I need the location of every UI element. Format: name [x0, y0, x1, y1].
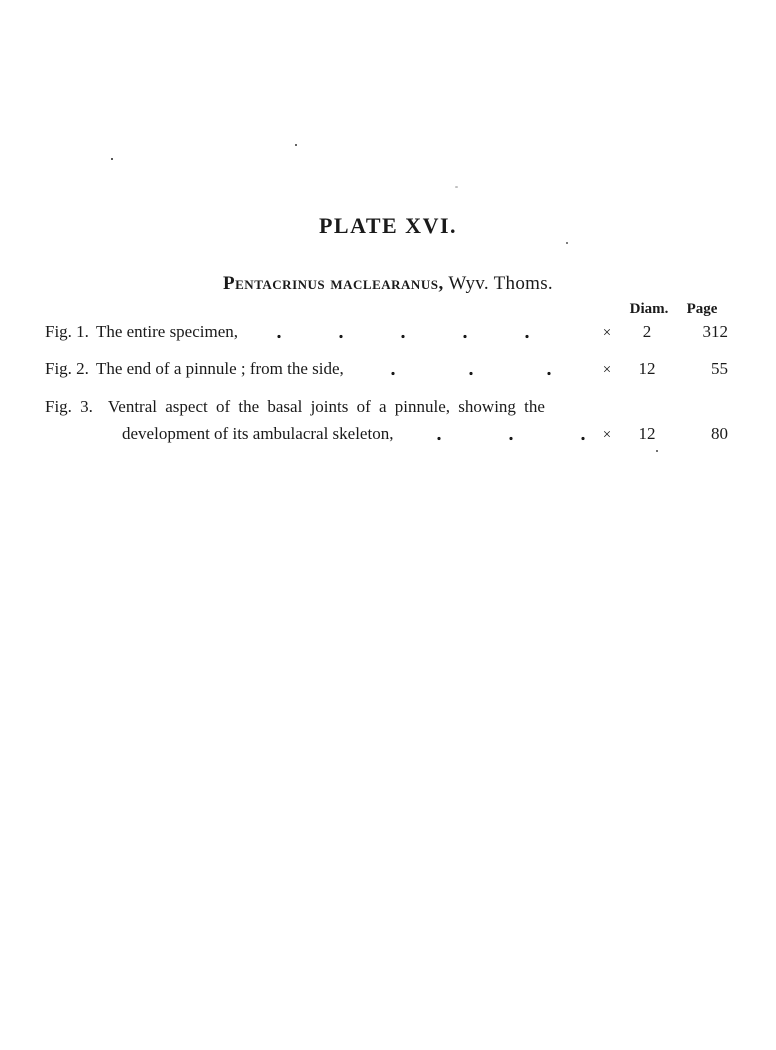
- figure-2-diam-value: 12: [638, 359, 656, 378]
- figure-2-description: The end of a pinnule ; from the side,: [95, 359, 344, 378]
- scan-speck: [656, 450, 658, 452]
- leader-dots: [354, 371, 586, 376]
- figure-1-label: Fig. 1.: [45, 322, 89, 341]
- figure-1-description: The entire specimen,: [95, 322, 239, 341]
- figure-3-page-value: 80: [711, 424, 728, 443]
- diam-column-header: Diam.: [629, 301, 669, 317]
- figure-1-page-value: 312: [702, 322, 728, 341]
- scan-speck: [295, 144, 297, 146]
- plate-title: PLATE XVI.: [318, 213, 458, 238]
- figure-row-3: [45, 397, 730, 445]
- figure-2-label: Fig. 2.: [45, 359, 89, 378]
- scan-speck: [566, 242, 568, 244]
- figure-2-page-value: 55: [711, 359, 728, 378]
- figure-3-description-line1-wrap: [45, 397, 730, 417]
- figure-3-diam-value: 12: [638, 424, 656, 443]
- leader-dots: [403, 436, 586, 441]
- times-column-spacer: [594, 301, 624, 318]
- figure-row-2: [45, 359, 730, 380]
- species-author: Wyv. Thoms.: [443, 273, 553, 294]
- scan-speck: [455, 186, 458, 188]
- leader-dots: [248, 334, 586, 339]
- figure-row-1: [45, 322, 730, 343]
- multiplication-sign: ×: [602, 325, 612, 341]
- multiplication-sign: ×: [602, 362, 612, 378]
- figure-3-description-line1: Ventral aspect of the basal joints of a pinnule, showing the: [107, 397, 545, 416]
- figure-3-label: Fig. 3.: [45, 397, 93, 416]
- scan-speck: [111, 158, 113, 160]
- species-name: Pentacrinus maclearanus,: [223, 273, 444, 294]
- figure-3-description-line2: development of its ambulacral skeleton,: [122, 424, 394, 443]
- figure-3-description-line2-wrap: [45, 424, 730, 445]
- multiplication-sign: ×: [602, 427, 612, 443]
- column-header-row: [45, 301, 730, 318]
- species-heading: [0, 273, 776, 295]
- figure-1-diam-value: 2: [642, 322, 652, 341]
- page-column-header: Page: [686, 301, 718, 317]
